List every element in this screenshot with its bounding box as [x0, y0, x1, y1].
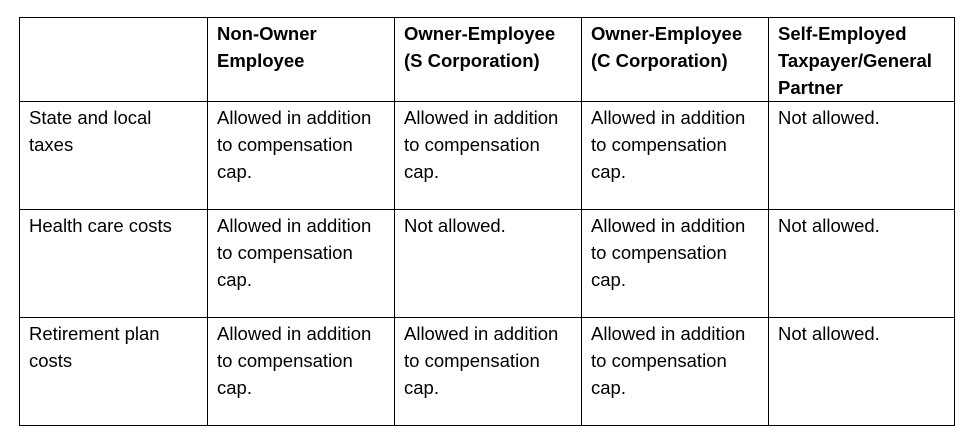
table-header-row [20, 18, 955, 102]
row-label: Retirement plan costs [29, 323, 160, 371]
table-row [20, 318, 955, 426]
header-cell-owner-employee-s-corp [395, 18, 582, 102]
table-cell [208, 318, 395, 426]
header-label-self-employed: Self-Employed Taxpayer/General Partner [778, 23, 932, 98]
table-cell [769, 102, 955, 210]
table-cell [582, 318, 769, 426]
table-cell [395, 318, 582, 426]
header-label-non-owner-employee: Non-Owner Employee [217, 23, 317, 71]
comparison-table [19, 17, 955, 426]
cell-text: Allowed in addition to compensation cap. [591, 215, 746, 290]
table-cell [769, 318, 955, 426]
cell-text: Allowed in addition to compensation cap. [404, 107, 559, 182]
comparison-table-container [19, 17, 955, 426]
row-label-cell [20, 102, 208, 210]
header-cell-owner-employee-c-corp [582, 18, 769, 102]
table-cell [582, 102, 769, 210]
cell-text: Allowed in addition to compensation cap. [217, 323, 372, 398]
cell-text: Not allowed. [778, 215, 880, 236]
row-label: State and local taxes [29, 107, 152, 155]
row-label-cell [20, 210, 208, 318]
cell-text: Not allowed. [404, 215, 506, 236]
cell-text: Allowed in addition to compensation cap. [404, 323, 559, 398]
cell-text: Allowed in addition to compensation cap. [591, 323, 746, 398]
table-row [20, 102, 955, 210]
row-label: Health care costs [29, 215, 172, 236]
cell-text: Allowed in addition to compensation cap. [591, 107, 746, 182]
cell-text: Allowed in addition to compensation cap. [217, 215, 372, 290]
header-cell-empty [20, 18, 208, 102]
table-cell [395, 210, 582, 318]
header-cell-self-employed [769, 18, 955, 102]
table-cell [395, 102, 582, 210]
table-cell [208, 102, 395, 210]
cell-text: Not allowed. [778, 323, 880, 344]
header-label-owner-employee-c-corp: Owner-Employee (C Corporation) [591, 23, 743, 71]
header-cell-non-owner-employee [208, 18, 395, 102]
table-row [20, 210, 955, 318]
row-label-cell [20, 318, 208, 426]
table-cell [582, 210, 769, 318]
table-cell [769, 210, 955, 318]
table-cell [208, 210, 395, 318]
cell-text: Not allowed. [778, 107, 880, 128]
cell-text: Allowed in addition to compensation cap. [217, 107, 372, 182]
header-label-owner-employee-s-corp: Owner-Employee (S Corporation) [404, 23, 556, 71]
